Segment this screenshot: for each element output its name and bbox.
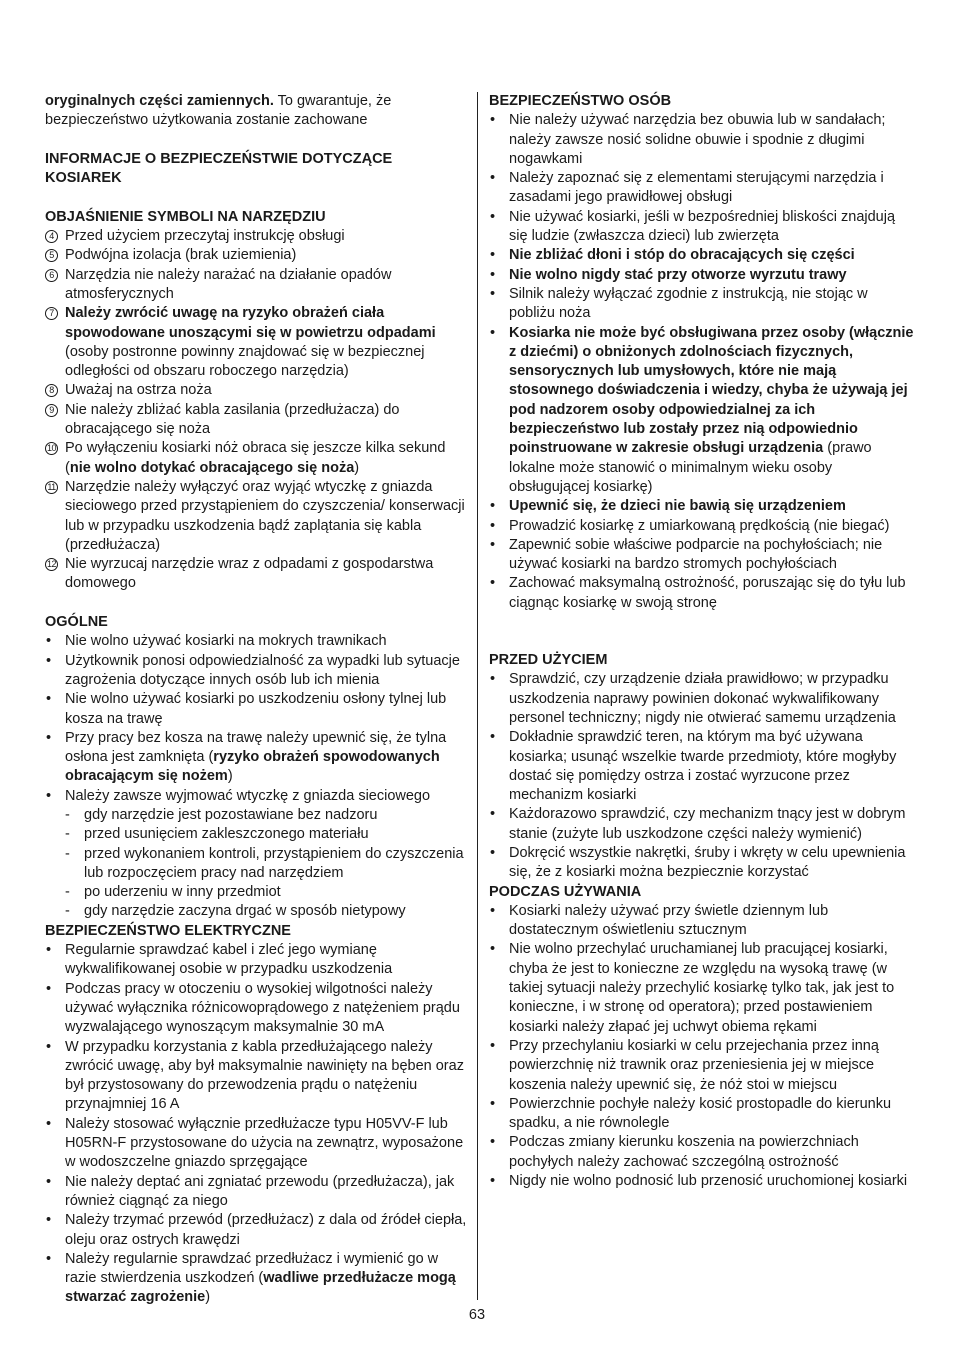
list-item: • Sprawdzić, czy urządzenie działa prawidłowo; w przypadku uszkodzenia naprawy powinien dokonać wykwalifikowany personel techniczny; nigdy nie otwierać samemu urządzenia (489, 670, 914, 728)
symbol-item: 5 Podwójna izolacja (brak uziemienia) (45, 246, 468, 265)
list-item: • Nie należy deptać ani zgniatać przewodu (przedłużacza), jak również ciągnąć za niego (45, 1173, 468, 1212)
list-item: • W przypadku korzystania z kabla przedłużającego należy zwrócić uwagę, aby był maksymalnie nawinięty na bęben oraz był przystosowany do przewodzenia prądu o natężeniu przynajmniej 16 A (45, 1038, 468, 1115)
intro-paragraph: oryginalnych części zamiennych. To gwarantuje, że bezpieczeństwo użytkowania zostanie zachowane (45, 93, 392, 129)
list-item: • Powierzchnie pochyłe należy kosić prostopadle do kierunku spadku, a nie równolegle (489, 1095, 914, 1134)
circled-number-icon: 11 (45, 481, 58, 494)
sub-list-item: - gdy narzędzie zaczyna drgać w sposób nietypowy (45, 902, 468, 921)
list-item: • Dokładnie sprawdzić teren, na którym ma być używana kosiarka; usunąć wszelkie twarde przedmioty, które mogłyby dostać się pomiędzy ostrza i zostać wyrzucone przez mechanizm kosiarki (489, 728, 914, 805)
symbol-item: 11 Narzędzie należy wyłączyć oraz wyjąć wtyczkę z gniazda sieciowego przed przystąpieniem do czyszczenia/ konserwacji lub w przypadku uszkodzenia bądź zaplątania się kabla (przedłużacza) (45, 478, 468, 555)
list-item: • Dokręcić wszystkie nakrętki, śruby i wkręty w celu upewnienia się, że z kosiarki można bezpiecznie korzystać (489, 844, 914, 883)
list-item: • Zapewnić sobie właściwe podparcie na pochyłościach; nie używać kosiarki na bardzo stromych pochyłościach (489, 536, 914, 575)
sub-list-item: - przed usunięciem zakleszczonego materiału (45, 825, 468, 844)
list-item: • Nie wolno nigdy stać przy otworze wyrzutu trawy (489, 266, 914, 285)
heading-during-use: PODCZAS UŻYWANIA (489, 883, 642, 900)
list-item: • Przy pracy bez kosza na trawę należy upewnić się, że tylna osłona jest zamknięta (ryzyko obrażeń spowodowanych obracającym się nożem) (45, 729, 468, 787)
page-number: 63 (468, 1307, 486, 1323)
electrical-list (45, 941, 468, 1308)
circled-number-icon: 5 (45, 249, 58, 262)
list-item: • Nigdy nie wolno podnosić lub przenosić uruchomionej kosiarki (489, 1172, 914, 1191)
circled-number-icon: 10 (46, 443, 56, 454)
left-column (45, 92, 468, 1308)
list-item: • Należy zawsze wyjmować wtyczkę z gniazda sieciowego (45, 787, 468, 806)
heading-safety-info: INFORMACJE O BEZPIECZEŃSTWIE DOTYCZĄCE KOSIAREK (45, 150, 393, 187)
persons-list (489, 111, 914, 613)
during-list (489, 902, 914, 1191)
list-item: • Nie należy używać narzędzia bez obuwia lub w sandałach; należy zawsze nosić solidne obuwie i spodnie z długimi nogawkami (489, 111, 914, 169)
symbol-item: 4 Przed użyciem przeczytaj instrukcję obsługi (45, 227, 468, 246)
list-item: • Nie zbliżać dłoni i stóp do obracających się części (489, 246, 914, 265)
symbol-item: 6 Narzędzia nie należy narażać na działanie opadów atmosferycznych (45, 266, 468, 305)
list-item: • Kosiarki należy używać przy świetle dziennym lub dostatecznym oświetleniu sztucznym (489, 902, 914, 941)
column-divider (477, 92, 478, 1300)
sub-list-item: - gdy narzędzie jest pozostawiane bez nadzoru (45, 806, 468, 825)
list-item: • Należy zapoznać się z elementami sterującymi narzędzia i zasadami jego prawidłowej obsługi (489, 169, 914, 208)
list-item: • Nie wolno używać kosiarki po uszkodzeniu osłony tylnej lub kosza na trawę (45, 690, 468, 729)
right-column (489, 92, 914, 1191)
list-item: • Należy stosować wyłącznie przedłużacze typu H05VV-F lub H05RN-F przystosowane do użycia na zewnątrz, wyposażone w wodoszczelne gniazdo sprzęgające (45, 1115, 468, 1173)
list-item: • Użytkownik ponosi odpowiedzialność za wypadki lub sytuacje zagrożenia dotyczące innych osób lub ich mienia (45, 652, 468, 691)
general-list (45, 632, 468, 921)
sub-list-item: - po uderzeniu w inny przedmiot (45, 883, 468, 902)
circled-number-icon: 6 (45, 269, 58, 282)
list-item: • Upewnić się, że dzieci nie bawią się urządzeniem (489, 497, 914, 516)
list-item: • Należy trzymać przewód (przedłużacz) z dala od źródeł ciepła, oleju oraz ostrych krawędzi (45, 1211, 468, 1250)
list-item: • Przy przechylaniu kosiarki w celu przejechania przez inną powierzchnię niż trawnik oraz przeniesienia jej w miejsce koszenia należy upewnić się, że nóż stoi w miejscu (489, 1037, 914, 1095)
list-item: • Nie używać kosiarki, jeśli w bezpośredniej bliskości znajdują się ludzie (zwłaszcza dzieci) lub zwierzęta (489, 208, 914, 247)
list-item: • Nie wolno używać kosiarki na mokrych trawnikach (45, 632, 468, 651)
circled-number-icon: 8 (45, 384, 58, 397)
list-item: • Prowadzić kosiarkę z umiarkowaną prędkością (nie biegać) (489, 517, 914, 536)
circled-number-icon: 7 (45, 307, 58, 320)
symbol-item: 8 Uważaj na ostrza noża (45, 381, 468, 400)
heading-general: OGÓLNE (45, 614, 108, 631)
list-item: • Regularnie sprawdzać kabel i zleć jego wymianę wykwalifikowanej osobie w przypadku uszkodzenia (45, 941, 468, 980)
sub-list-item: - przed wykonaniem kontroli, przystąpieniem do czyszczenia lub rozpoczęciem pracy nad narzędziem (45, 845, 468, 884)
list-item: • Kosiarka nie może być obsługiwana przez osoby (włącznie z dziećmi) o obniżonych zdolnościach fizycznych, sensorycznych lub umysłowych, które nie mają stosownego doświadczenia i wiedzy, chyba że używają jej pod nadzorem osoby odpowiedzialnej za ich bezpieczeństwo lub zostały przez nią odpowiednio poinstruowane w zakresie obsługi urządzenia (prawo lokalne może stanowić o minimalnym wieku osoby obsługującej kosiarkę) (489, 324, 914, 498)
heading-symbols: OBJAŚNIENIE SYMBOLI NA NARZĘDZIU (45, 208, 326, 225)
symbol-item: 9 Nie należy zbliżać kabla zasilania (przedłużacza) do obracającego się noża (45, 401, 468, 440)
circled-number-icon: 12 (46, 559, 56, 570)
circled-number-icon: 4 (45, 230, 58, 243)
heading-before-use: PRZED UŻYCIEM (489, 652, 608, 669)
symbol-item: 7 Należy zwrócić uwagę na ryzyko obrażeń ciała spowodowane unoszącymi się w powietrzu odpadami (osoby postronne powinny znajdować się w bezpiecznej odległości od obszaru roboczego narzędzia) (45, 304, 468, 381)
list-item: • Podczas pracy w otoczeniu o wysokiej wilgotności należy używać wyłącznika różnicowoprądowego z natężeniem prądu wyzwalającego wynoszącym maksymalnie 30 mA (45, 980, 468, 1038)
circled-number-icon: 9 (45, 404, 58, 417)
list-item: • Zachować maksymalną ostrożność, poruszając się do tyłu lub ciągnąc kosiarkę w swoją stronę (489, 574, 914, 613)
list-item: • Silnik należy wyłączać zgodnie z instrukcją, nie stojąc w pobliżu noża (489, 285, 914, 324)
before-list (489, 670, 914, 882)
symbols-list (45, 227, 468, 594)
list-item: • Każdorazowo sprawdzić, czy mechanizm tnący jest w dobrym stanie (zużyte lub uszkodzone części należy wymienić) (489, 805, 914, 844)
list-item: • Należy regularnie sprawdzać przedłużacz i wymienić go w razie stwierdzenia uszkodzeń (wadliwe przedłużacze mogą stwarzać zagrożenie) (45, 1250, 468, 1308)
heading-persons: BEZPIECZEŃSTWO OSÓB (489, 93, 672, 109)
heading-electrical: BEZPIECZEŃSTWO ELEKTRYCZNE (45, 922, 291, 939)
list-item: • Nie wolno przechylać uruchamianej lub pracującej kosiarki, chyba że jest to konieczne ze względu na wysoką trawę (w takiej sytuacji należy przechylić kosiarkę tylko tak, jak jest to konieczne, i w stronę od operatora); przed postawieniem kosiarki należy złapać jej uchwyt obiema rękami (489, 940, 914, 1036)
symbol-item: 12 Nie wyrzucaj narzędzie wraz z odpadami z gospodarstwa domowego (46, 556, 434, 592)
list-item: • Podczas zmiany kierunku koszenia na powierzchniach pochyłych należy zachować szczególną ostrożność (489, 1133, 914, 1172)
symbol-item: 10 Po wyłączeniu kosiarki nóż obraca się jeszcze kilka sekund (nie wolno dotykać obracającego się noża) (46, 440, 446, 476)
